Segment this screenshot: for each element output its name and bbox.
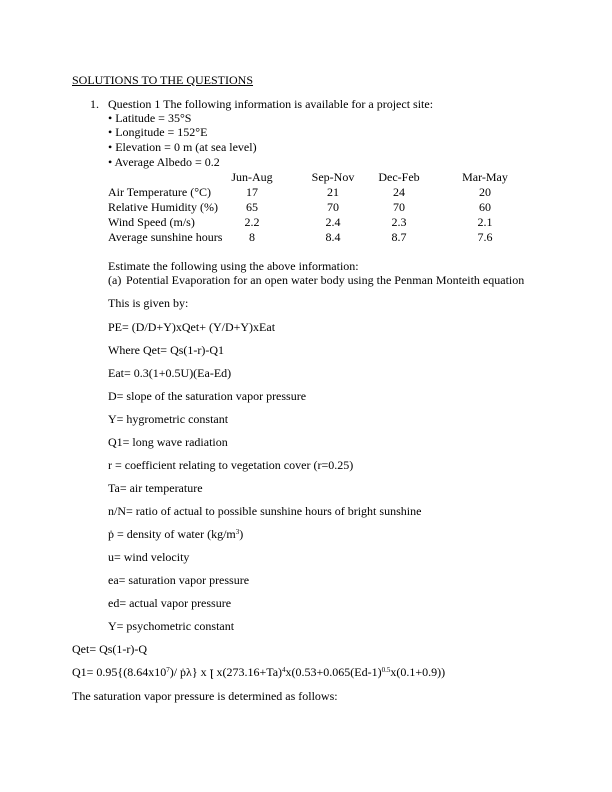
definition-ta: Ta= air temperature: [108, 481, 203, 495]
section-heading: SOLUTIONS TO THE QUESTIONS: [72, 73, 254, 87]
table-cell: 7.6: [477, 230, 493, 244]
definition-rho: ṗ = density of water $(kg/m^3)$: [108, 527, 244, 541]
table-cell: 8: [249, 230, 255, 244]
definition-ea: ea= saturation vapor pressure: [108, 573, 250, 587]
definition-y: Y= hygrometric constant: [108, 412, 229, 426]
question-number: 1.: [90, 97, 99, 111]
row-label: Relative Humidity (%): [108, 200, 218, 214]
bullet-longitude: • Longitude = 152°E: [108, 125, 208, 139]
definition-q1: Q1= long wave radiation: [108, 435, 228, 449]
bullet-latitude: • Latitude = 35°S: [108, 111, 192, 125]
definition-d: D= slope of the saturation vapor pressure: [108, 389, 307, 403]
definition-u: u= wind velocity: [108, 550, 190, 564]
table-cell: 2.3: [391, 215, 407, 229]
qet-equation: Qet= Qs(1-r)-Q: [72, 642, 148, 656]
row-label: Air Temperature (°C): [108, 185, 212, 199]
eat-equation: Eat= 0.3(1+0.5U)(Ea-Ed): [108, 366, 232, 380]
column-header: Sep-Nov: [311, 170, 355, 184]
table-cell: 8.4: [325, 230, 341, 244]
definition-ed: ed= actual vapor pressure: [108, 596, 232, 610]
column-header: Jun-Aug: [231, 170, 273, 184]
question-intro: Question 1 The following information is available for a project site:: [108, 97, 434, 111]
row-label: Average sunshine hours: [108, 230, 223, 244]
definition-r: r = coefficient relating to vegetation cover (r=0.25): [108, 458, 354, 472]
pe-equation: PE= (D/D+Y)xQet+ (Y/D+Y)xEat: [108, 320, 276, 334]
definition-n-over-n: n/N= ratio of actual to possible sunshine hours of bright sunshine: [108, 504, 422, 518]
table-cell: 2.4: [325, 215, 341, 229]
column-header: Dec-Feb: [378, 170, 420, 184]
given-by: This is given by:: [108, 296, 189, 310]
bullet-elevation: • Elevation = 0 m (at sea level): [108, 140, 257, 154]
table-cell: 65: [246, 200, 258, 214]
table-cell: 2.1: [477, 215, 493, 229]
qet-definition: Where Qet= Qs(1-r)-Q1: [108, 343, 225, 357]
table-cell: 20: [479, 185, 491, 199]
table-cell: 70: [393, 200, 405, 214]
part-a-text: Potential Evaporation for an open water body using the Penman Monteith equation: [126, 273, 525, 287]
table-cell: 8.7: [391, 230, 407, 244]
table-cell: 17: [246, 185, 258, 199]
bullet-albedo: • Average Albedo = 0.2: [108, 155, 220, 169]
q1-equation: $Q1= 0.95\{(8.64x10^7)/$ ṗλ} x ꞁ $x(273.16+Ta)^4x(0.53+0.065(Ed-1)^{0.5}x(0.1+0.9))$: [72, 665, 446, 679]
part-a-label: (a): [108, 273, 122, 287]
table-cell: 2.2: [244, 215, 260, 229]
svp-intro: The saturation vapor pressure is determined as follows:: [72, 689, 338, 703]
table-cell: 21: [327, 185, 339, 199]
table-cell: 24: [393, 185, 405, 199]
column-header: Mar-May: [462, 170, 508, 184]
estimate-intro: Estimate the following using the above information:: [108, 259, 359, 273]
row-label: Wind Speed (m/s): [108, 215, 195, 229]
table-cell: 60: [479, 200, 491, 214]
definition-psychometric: Y= psychometric constant: [108, 619, 235, 633]
table-cell: 70: [327, 200, 339, 214]
